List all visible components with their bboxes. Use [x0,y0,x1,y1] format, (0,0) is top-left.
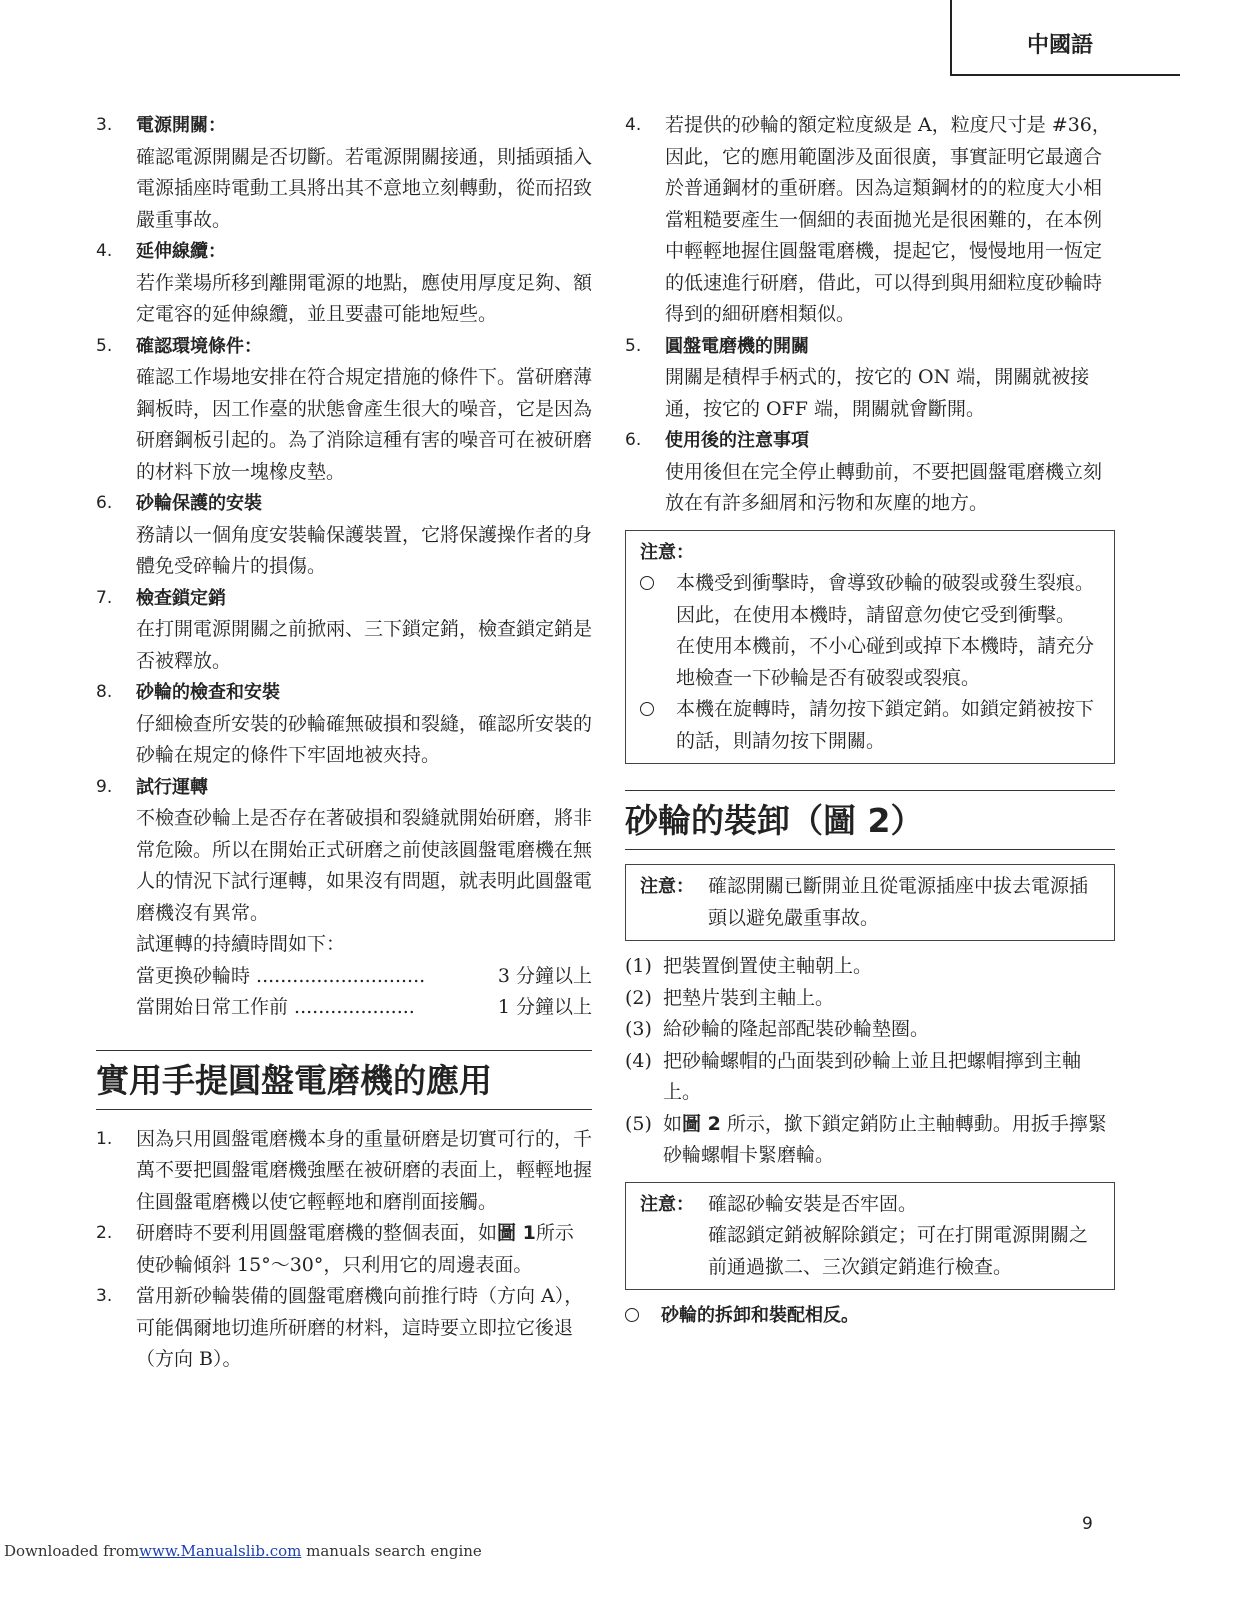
item-text: 若作業場所移到離開電源的地點，應使用厚度足夠、額定電容的延伸線纜，並且要盡可能地短些。 [136,271,593,325]
step-item [625,951,1115,983]
caution-text: 確認開關已斷開並且從電源插座中拔去電源插頭以避免嚴重事故。 [708,875,1089,929]
step-number: (3) [625,1018,652,1040]
figure-reference: 圖 1 [497,1222,536,1244]
item-heading: 使用後的注意事項 [665,430,809,451]
caution-label: 注意： [640,876,694,897]
download-footer [4,1542,482,1560]
list-item [96,1281,592,1376]
language-label: 中國語 [1027,33,1094,58]
step-number: (2) [625,986,652,1009]
item-text: 確認工作場地安排在符合規定措施的條件下。當研磨薄鋼板時，因工作臺的狀態會產生很大的噪音，它是因為研磨鋼板引起的。為了消除這種有害的噪音可在被研磨的材料下放一塊橡皮墊。 [136,366,593,483]
item-text: 開關是積桿手柄式的，按它的 ON 端，開關就被接通，按它的 OFF 端，開關就會斷開。 [665,366,1090,420]
step-item [625,983,1115,1015]
section-title: 實用手提圓盤電磨機的應用 [96,1050,592,1110]
item-text-part: 所示使砂輪傾斜 15°～30°，只利用它的周邊表面。 [136,1222,574,1276]
item-text: 不檢查砂輪上是否存在著破損和裂縫就開始研磨，將非常危險。所以在開始正式研磨之前使該圓盤電磨機在無人的情況下試行運轉，如果沒有問題，就表明此圓盤電磨機沒有異常。 [136,807,593,924]
list-item [96,677,592,772]
list-item [96,772,592,961]
final-note [625,1300,1115,1332]
step-number: (4) [625,1049,652,1072]
caution-bullet [640,568,1100,694]
list-item [625,425,1115,520]
item-number: 4. [96,241,113,261]
list-item [96,331,592,489]
list-item [625,331,1115,426]
duration-value: 1 分鐘以上 [497,996,592,1018]
duration-value: 3 分鐘以上 [497,964,592,987]
figure-reference: 圖 2 [682,1112,721,1135]
item-number: 8. [96,682,113,702]
item-text: 使用後但在完全停止轉動前，不要把圓盤電磨機立刻放在有許多細屑和污物和灰塵的地方。 [665,460,1103,514]
circle-bullet-icon [640,576,654,590]
circle-bullet-icon [640,702,654,716]
list-item [96,488,592,583]
item-number: 1. [96,1128,113,1149]
item-text: 確認電源開關是否切斷。若電源開關接通，則插頭插入電源插座時電動工具將出其不意地立刻轉動，從而招致嚴重事故。 [136,145,593,231]
item-text: 因為只用圓盤電磨機本身的重量研磨是切實可行的，千萬不要把圓盤電磨機強壓在被研磨的表面上，輕輕地握住圓盤電磨機以使它輕輕地和磨削面接觸。 [136,1127,593,1213]
item-number: 3. [96,115,113,135]
section-title: 砂輪的裝卸（圖 2） [625,790,1115,850]
step-item [625,1014,1115,1046]
list-item [625,110,1115,331]
step-text: 把墊片裝到主軸上。 [663,986,835,1009]
duration-label: 當更換砂輪時 ............................ [136,964,426,987]
item-heading: 砂輪保護的安裝 [136,493,262,514]
item-number: 3. [96,1286,113,1306]
item-number: 4. [625,115,642,135]
step-text: 給砂輪的隆起部配裝砂輪墊圈。 [663,1018,930,1040]
step-number: (5) [625,1112,652,1135]
caution-text: 本機在旋轉時，請勿按下鎖定銷。如鎖定銷被按下的話，則請勿按下開關。 [676,698,1095,752]
item-heading: 延伸線纜： [136,241,226,262]
caution-row [640,1189,1100,1284]
item-extra-text: 試運轉的持續時間如下： [136,933,346,955]
item-number: 5. [96,335,113,356]
item-number: 7. [96,587,113,608]
circle-bullet-icon [625,1308,639,1322]
page-number: 9 [1082,1514,1093,1534]
item-heading: 砂輪的檢查和安裝 [136,682,280,703]
manualslib-link[interactable]: www.Manualslib.com [139,1542,302,1560]
step-text: 所示，撳下鎖定銷防止主軸轉動。用扳手擰緊砂輪螺帽卡緊磨輪。 [663,1112,1107,1166]
caution-text: 本機受到衝擊時，會導致砂輪的破裂或發生裂痕。因此，在使用本機時，請留意勿使它受到衝擊。 [676,572,1095,626]
list-item [96,583,592,678]
right-column [625,110,1115,1332]
item-heading: 電源開關： [136,115,226,136]
caution-box [625,530,1115,765]
item-number: 9. [96,776,113,797]
item-number: 2. [96,1223,113,1243]
step-number: (1) [625,955,652,977]
item-text: 當用新砂輪裝備的圓盤電磨機向前推行時（方向 A），可能偶爾地切進所研磨的材料，這時要立即拉它後退（方向 B）。 [136,1285,584,1370]
list-item [96,236,592,331]
item-number: 6. [625,430,642,450]
item-heading: 確認環境條件： [136,335,262,357]
caution-text: 確認鎖定銷被解除鎖定；可在打開電源開關之前通過撳二、三次鎖定銷進行檢查。 [708,1224,1089,1278]
item-number: 5. [625,335,642,356]
language-tab [950,0,1180,76]
caution-text: 在使用本機前，不小心碰到或掉下本機時，請充分地檢查一下砂輪是否有破裂或裂痕。 [676,635,1095,689]
caution-label: 注意： [640,541,694,563]
list-item [96,110,592,236]
caution-label: 注意： [640,1193,694,1215]
step-text: 把裝置倒置使主軸朝上。 [663,955,873,977]
caution-bullet [640,694,1100,757]
item-heading: 圓盤電磨機的開關 [665,335,809,357]
caution-text: 確認砂輪安裝是否牢固。 [708,1192,918,1215]
item-text: 在打開電源開關之前掀兩、三下鎖定銷，檢查鎖定銷是否被釋放。 [136,618,593,672]
item-number: 6. [96,493,113,513]
step-item [625,1046,1115,1109]
duration-row [96,992,592,1024]
footer-prefix: Downloaded from [4,1542,140,1560]
footer-suffix: manuals search engine [301,1542,482,1560]
item-heading: 試行運轉 [136,776,208,798]
duration-row [96,961,592,993]
step-item [625,1109,1115,1172]
item-text-part: 研磨時不要利用圓盤電磨機的整個表面，如 [136,1222,498,1244]
final-note-text: 砂輪的拆卸和裝配相反。 [661,1305,859,1326]
item-text [136,1218,592,1281]
step-text: 如 [663,1112,683,1135]
left-column [96,110,592,1376]
item-heading: 檢查鎖定銷 [136,587,226,609]
caution-box [625,864,1115,941]
step-text: 把砂輪螺帽的凸面裝到砂輪上並且把螺帽擰到主軸上。 [663,1049,1082,1103]
list-item [96,1124,592,1219]
duration-label: 當開始日常工作前 .................... [136,996,415,1018]
item-text: 若提供的砂輪的額定粒度級是 A，粒度尺寸是 #36，因此，它的應用範圍涉及面很廣，事實証明它最適合於普通鋼材的重研磨。因為這類鋼材的的粒度大小相當粗糙要產生一個細的表面拋光是很困難的，在本例中輕輕地握住圓盤電磨機，提起它，慢慢地用一恆定的低速進行研磨，借此，可以得到與用細粒度砂輪時得到的細研磨相類似。 [665,114,1111,325]
caution-box [625,1182,1115,1291]
list-item [96,1218,592,1281]
item-text: 仔細檢查所安裝的砂輪確無破損和裂縫，確認所安裝的砂輪在規定的條件下牢固地被夾持。 [136,712,593,766]
caution-row [640,871,1100,934]
item-text: 務請以一個角度安裝輪保護裝置，它將保護操作者的身體免受碎輪片的損傷。 [136,523,593,577]
